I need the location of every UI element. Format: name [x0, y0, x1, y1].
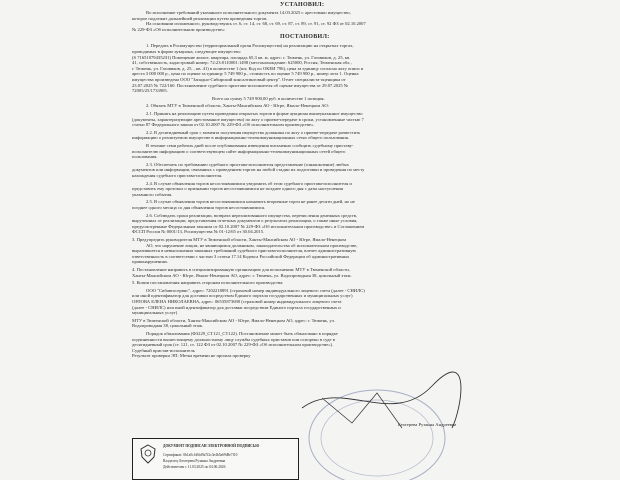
doc-line: 72005/25/1733905. [132, 88, 168, 94]
heading-ustanovil: УСТАНОВИЛ: [280, 2, 325, 8]
doc-line: 23.07.2025 № 722/160. Постановление судебного пристава-исполнителя об оценке имущества от 29.07.2025 № [132, 82, 349, 88]
doc-line: Порядок обжалования (Ф3229_СТ121_СТ122). Постановление может быть обжаловано в порядке [146, 331, 338, 336]
electronic-signature-box [132, 438, 299, 480]
doc-line: документов или информации, связанных с проведением торгов на любой стадии их подготовки и проведения по месту [132, 167, 365, 173]
doc-line: выразившееся в невыполнении законных требований судебного пристава-исполнителя, влечет административную [132, 248, 356, 254]
doc-line: указанного события. [132, 191, 173, 197]
doc-line: г. Тюмень, ул. Газовиков, д. 25, , кв. 41) в количестве 1 (шт, Код по ОКЕИ 796), цена за единицу согласно акту описи и [132, 65, 364, 71]
doc-line: исполнителю информацию о соответствующем сайте информационно-телекоммуникационных сетей общего [132, 148, 346, 154]
doc-line: (S 716510794352З1) Помещение жилое, квартира, площадь 65,3 кв. м, адрес: г. Тюмень, ул. Газовиков, д. 25, кв. [132, 54, 351, 60]
doc-line: МТУ в Тюменской области, Ханты-Мансийском АО - Югре, Ямало-Ненецком АО, адрес: г. Тюмень, ул. [132, 317, 335, 323]
doc-line: Результат проверки ЭП: Метка времени не прошла проверку [132, 353, 251, 359]
doc-line: (документы, характеризующие арестованное имущество) по акту о приеме-передаче в сроки, установленные частью 7 [132, 116, 364, 122]
doc-line: позднее одного месяца со дня объявления торгов несостоявшимися. [132, 205, 266, 210]
doc-line: 2.1. Принять на реализацию путем проведения открытых торгов в форме аукциона вышеуказанное имущество [146, 111, 363, 116]
doc-line: муниципальных услуг) [132, 310, 178, 316]
doc-line: (далее - СНИЛС) или иной идентификатор для доставки посредством Единого портала государственных и [132, 304, 341, 310]
doc-line: На основании изложенного, руководствуясь ст. 6, ст. 14, ст. 68, ст. 69, ст. 87, ст. 89, ст. 91, ст. 92 ФЗ от 02.10.2007 [146, 21, 366, 27]
doc-line: Всего на сумму 5 749 900,00 руб. в количестве 1 позиция. [212, 95, 325, 101]
doc-line: 2.5. В случае объявления торгов несостоявшимися назначить вторичные торги не ранее десяти дней, но не [146, 199, 355, 205]
doc-line: 2.3. Обеспечить по требованию судебного пристава-исполнителя представление (ознакомление) любых [146, 161, 349, 167]
doc-line: Во исполнение требований указанного исполнительного документа 14.03.2025 г. арестовано имущество, [146, 10, 351, 15]
doc-line: ОРЛОВА ЕЛЕНА НИКОЛАЕВНА, адрес: 06535873690 (страховой номер индивидуального лицевого счета [132, 299, 342, 304]
doc-line: АО, что нарушение лицом, не являющимся должником, законодательства об исполнительном производстве, [146, 242, 358, 248]
doc-line: или иной идентификатор для доставки посредством Единого портала государственных и муниципальных услуг) [132, 293, 353, 299]
doc-line: 2.6. Соблюдать сроки реализации, возврата нереализованного имущества, перечисления денежных средств, [146, 212, 358, 218]
doc-line: информацию о реализуемом имуществе в информационно-телекоммуникационных сетях общего пользования. [132, 135, 350, 141]
doc-line: правонарушениях. [132, 259, 169, 265]
doc-line: 1. Передать в Росимущество (территориальный орган Росимущества) на реализацию на открытых торгах, [146, 43, 354, 49]
doc-line: ареста 3 000 000 р., цена по оценке за единицу 5 749 900 р., стоимость по оценке 5 749 900 р., номер лота 1. Оценка [132, 71, 359, 77]
doc-line: 2. Обязать МТУ в Тюменской области, Ханты-Мансийском АО - Югре, Ямало-Ненецком АО: [146, 103, 329, 109]
doc-line: Судебный пристав-исполнитель [132, 347, 195, 353]
doc-line: 2.2. В десятидневный срок с момента получения имущества должника по акту о приеме-передаче разместить [146, 129, 361, 135]
doc-line: 41, собственность, кадастровый номер: 72:23:0110001:1498 (местонахождение: 625000, Россия, Тюменская обл., [132, 60, 352, 66]
doc-line: 5. Копии постановления направить сторонам исполнительного производства: [132, 280, 284, 286]
ecp-line-3: Действителен с 11.03.2025 по 04.06.2026 [163, 465, 226, 469]
doc-line: вырученных от реализации, представления отчетных документов о результатах реализации, о также иные условия, [132, 218, 358, 224]
doc-line: подчиненности вышестоящему должностному лицу службы судебных приставов или оспорено в суде в [132, 336, 335, 342]
doc-line: 4. Постановление направить в специализированную организацию для исполнения: МТУ в Тюменской области, [132, 267, 350, 272]
doc-line: ответственность в соответствии с частью 3 статьи 17.14 Кодекса Российской Федерации об административных [132, 253, 350, 259]
doc-line: Ханты-Мансийском АО - Югре, Ямало-Ненецком АО, адрес: г. Тюмень, ул. Водопроводная 38, цокольный этаж. [132, 272, 352, 278]
doc-line: представить ему протокол о признании торгов несостоявшимися не позднее одного дня с даты наступления [132, 186, 343, 192]
doc-line: десятидневный срок (ст. 121, ст. 122 ФЗ от 02.10.2007 № 229-ФЗ «Об исполнительном производстве»). [132, 342, 334, 348]
doc-line: ФССП России № 0001/13, Росимущества № 01-12/65 от 30.04.2015. [132, 229, 265, 235]
doc-line: № 229-ФЗ «Об исполнительном производстве»: [132, 26, 226, 32]
doc-line: В течение семи рабочих дней после опубликования извещения письменно сообщить судебному приставу- [146, 143, 354, 148]
doc-line: которое подлежит дальнейшей реализации путем проведения торгов. [132, 15, 268, 21]
doc-line: нахождения судебного пристава-исполнителя. [132, 173, 223, 178]
doc-line: Водопроводная 38, цокольный этаж. [132, 323, 204, 329]
doc-line: 3. Предупредить руководителя МТУ в Тюменской области, Ханты-Мансийском АО - Югре, Ямало-Ненецком [132, 237, 346, 242]
doc-line: статьи 87 Федерального закона от 02.10.2007 № 229-ФЗ «Об исполнительном производстве». [132, 122, 315, 128]
ecp-line-1: Сертификат: 0b1a0c1d6fd9a7f2c3e4b5a69d8e7f10 [163, 453, 238, 457]
ecp-line-2: Владелец: Бехтерева Рузанна Андреевна [163, 459, 226, 463]
doc-line: 2.4. В случае объявления торгов несостоявшимися уведомить об этом судебного пристава-исполнителя и [146, 180, 352, 186]
doc-line: пользования. [132, 154, 158, 160]
ecp-title: ДОКУМЕНТ ПОДПИСАН ЭЛЕКТРОННОЙ ПОДПИСЬЮ [163, 444, 260, 448]
coat-of-arms-icon [137, 443, 159, 465]
signer-name: Бехтерева Рузанна Андреевна [398, 422, 457, 427]
doc-line: предусмотренные Федеральным законом от 02.10.2007 № 229-ФЗ «Об исполнительном производстве» и Соглашением [132, 223, 365, 229]
doc-line: имущества произведена ООО "Западно-Сибирский консалтинговый центр". Отчет специалиста-оценщика от [132, 77, 346, 82]
heading-postanovil: ПОСТАНОВИЛ: [280, 33, 330, 40]
doc-line: ООО "Сибавтосервис", адрес: 7202218891 (страховой номер индивидуального лицевого счета (далее - СНИЛС) [146, 287, 365, 293]
doc-line: проводимых в форме аукциона, следующее имущество: [132, 49, 242, 54]
